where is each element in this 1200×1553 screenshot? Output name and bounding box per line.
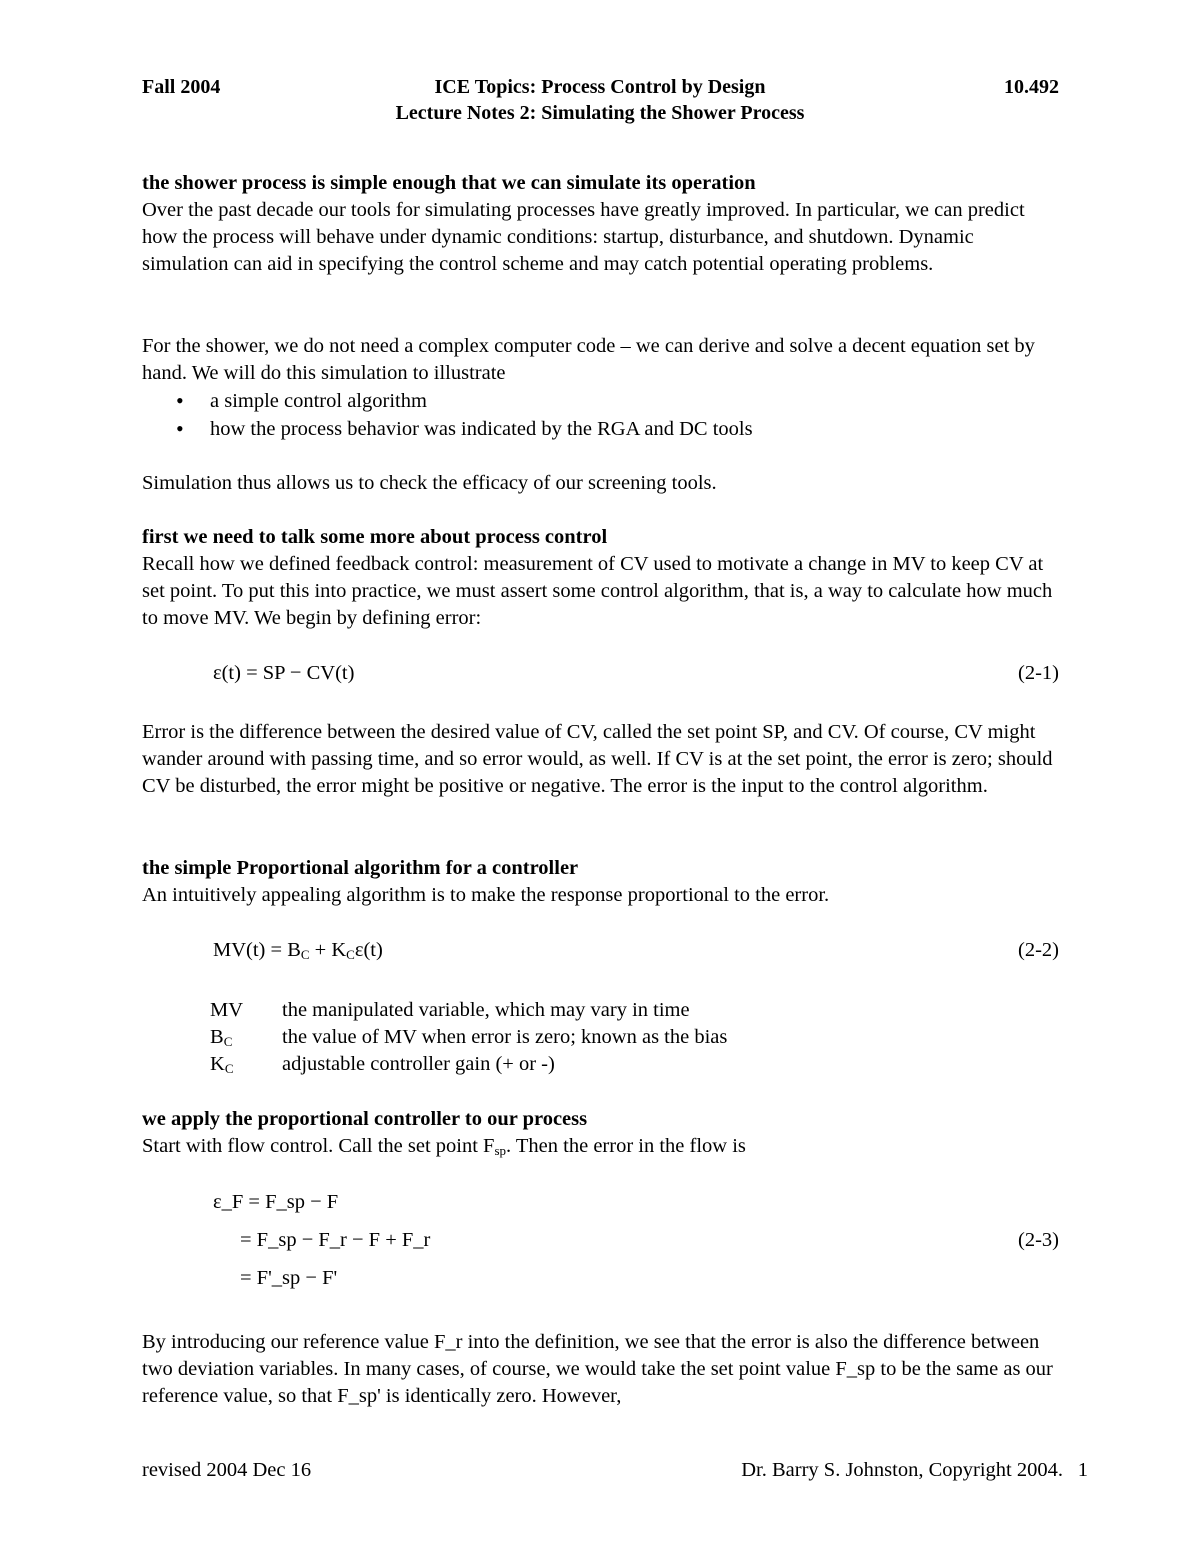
paragraph: Recall how we defined feedback control: measurement of CV used to motivate a change in MV to keep CV at set point. To put this into practice, we must assert some control algorithm, that is, a way to calculate how much to move MV. We begin by defining error: (142, 553, 1053, 629)
paragraph: Over the past decade our tools for simulating processes have greatly improved. In particular, we can predict how the process will behave under dynamic conditions: startup, disturbance, and shutdown. Dynamic simulation can aid in specifying the control scheme and may catch potential operating problems. (142, 199, 1025, 275)
equation-2-2: $MV(t) = B_C + K_C\varepsilon(t)$ (213, 939, 383, 962)
list-item: • how the process behavior was indicated by the RGA and DC tools (142, 415, 753, 443)
section-process-control (142, 524, 1062, 632)
definition-text: the value of MV when error is zero; known as the bias (282, 1026, 728, 1048)
page-number: 1 (1077, 1459, 1088, 1481)
equation-2-1: ε(t) = SP − CV(t) (213, 662, 355, 684)
paragraph: Error is the difference between the desired value of CV, called the set point SP, and CV. Of course, CV might wander around with passing time, and so error would, as well. If CV is at the set point, the error is zero; should CV be disturbed, the error might be positive or negative. The error is the input to the control algorithm. (142, 721, 1053, 797)
header-term: Fall 2004 (142, 76, 221, 98)
equation-2-3-line-3: = F'_sp − F' (240, 1267, 338, 1289)
header-course-number: 10.492 (1004, 76, 1059, 98)
paragraph: Start with flow control. Call the set point $F_{sp}$. Then the error in the flow is (142, 1135, 746, 1158)
definition-symbol: $K_C$ (210, 1053, 234, 1076)
paragraph-block (142, 333, 1062, 387)
bullet-list (142, 387, 753, 443)
paragraph-block (142, 470, 1062, 497)
paragraph: By introducing our reference value F_r into the definition, we see that the error is also the difference between two deviation variables. In many cases, of course, we would take the set point value F_sp to be the same as our reference value, so that F_sp' is identically zero. However, (142, 1331, 1053, 1407)
paragraph: For the shower, we do not need a complex computer code – we can derive and solve a decent equation set by hand. We will do this simulation to illustrate (142, 335, 1035, 384)
header-subtitle: Lecture Notes 2: Simulating the Shower Process (395, 102, 805, 124)
paragraph-block (142, 1329, 1062, 1410)
equation-2-3-line-2: = F_sp − F_r − F + F_r (240, 1229, 431, 1251)
definition-symbol: $B_C$ (210, 1026, 233, 1049)
definition-text: the manipulated variable, which may vary in time (282, 999, 690, 1021)
section-apply-controller (142, 1106, 1062, 1164)
definition-text: adjustable controller gain (+ or -) (282, 1053, 555, 1075)
footer-revision: revised 2004 Dec 16 (142, 1459, 312, 1481)
equation-number: (2-3) (1018, 1229, 1059, 1251)
paragraph: Simulation thus allows us to check the efficacy of our screening tools. (142, 472, 717, 494)
section-proportional-algorithm (142, 855, 1062, 909)
equation-2-3-line-1: ε_F = F_sp − F (213, 1191, 339, 1213)
paragraph-block (142, 719, 1062, 800)
section-heading: the shower process is simple enough that we can simulate its operation (142, 172, 756, 194)
section-heading: first we need to talk some more about process control (142, 526, 608, 548)
header-title: ICE Topics: Process Control by Design (434, 76, 766, 98)
list-item: • a simple control algorithm (142, 387, 753, 415)
section-heading: the simple Proportional algorithm for a controller (142, 857, 579, 879)
equation-number: (2-1) (1018, 662, 1059, 684)
section-simulation (142, 170, 1062, 278)
section-heading: we apply the proportional controller to our process (142, 1108, 588, 1130)
paragraph: An intuitively appealing algorithm is to make the response proportional to the error. (142, 884, 830, 906)
footer-copyright: Dr. Barry S. Johnston, Copyright 2004. (741, 1459, 1063, 1481)
definition-symbol: MV (210, 999, 244, 1021)
equation-number: (2-2) (1018, 939, 1059, 961)
